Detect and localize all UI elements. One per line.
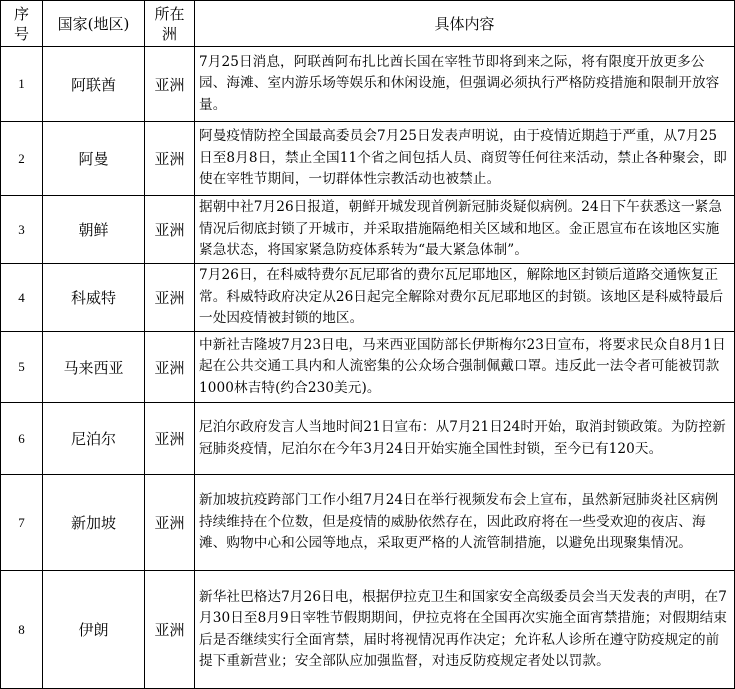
row-continent: 亚洲 <box>145 332 195 403</box>
row-content: 新华社巴格达7月26日电，根据伊拉克卫生和国家安全高级委员会当天发表的声明，在7月30日至8月9日宰牲节假期期间，伊拉克将在全国再次实施全面宵禁措施；对假期结束后是否继续实行全面宵禁，届时将视情况再作决定；允许私人诊所在遵守防疫规定的前提下重新营业；安全部队应加强监督，对违反防疫规定者处以罚款。 <box>195 571 735 689</box>
row-content: 尼泊尔政府发言人当地时间21日宣布：从7月21日24时开始，取消封锁政策。为防控新冠肺炎疫情，尼泊尔在今年3月24日开始实施全国性封锁，至今已有120天。 <box>195 403 735 475</box>
row-country: 阿联酋 <box>43 47 145 122</box>
row-continent: 亚洲 <box>145 47 195 122</box>
header-country-label: 国家(地区) <box>57 14 130 33</box>
row-content: 新加坡抗疫跨部门工作小组7月24日在举行视频发布会上宣布，虽然新冠肺炎社区病例持续维持在个位数，但是疫情的威胁依然存在，因此政府将在一些受欢迎的夜店、海滩、购物中心和公园等地点，采取更严格的人流管制措施，以避免出现聚集情况。 <box>195 475 735 571</box>
table-row <box>1 332 735 403</box>
row-country: 朝鲜 <box>43 196 145 264</box>
header-content: 具体内容 <box>195 1 735 47</box>
row-seq: 1 <box>1 47 43 122</box>
header-continent <box>145 1 195 47</box>
row-continent: 亚洲 <box>145 403 195 475</box>
header-seq <box>1 1 43 47</box>
row-country: 马来西亚 <box>43 332 145 403</box>
row-country: 科威特 <box>43 264 145 332</box>
row-seq: 8 <box>1 571 43 689</box>
header-seq-label: 序号 <box>13 4 29 43</box>
header-row <box>1 1 735 47</box>
row-continent: 亚洲 <box>145 475 195 571</box>
table-row <box>1 122 735 196</box>
table-row <box>1 475 735 571</box>
table-row <box>1 403 735 475</box>
row-country: 新加坡 <box>43 475 145 571</box>
row-content: 7月25日消息，阿联酋阿布扎比酋长国在宰牲节即将到来之际，将有限度开放更多公园、海滩、室内游乐场等娱乐和休闲设施，但强调必须执行严格防疫措施和限制开放容量。 <box>195 47 735 122</box>
table-row <box>1 264 735 332</box>
row-country: 伊朗 <box>43 571 145 689</box>
row-continent: 亚洲 <box>145 264 195 332</box>
row-seq: 5 <box>1 332 43 403</box>
row-continent: 亚洲 <box>145 122 195 196</box>
row-seq: 3 <box>1 196 43 264</box>
table-row <box>1 571 735 689</box>
header-continent-label: 所在洲 <box>154 4 185 43</box>
row-content: 7月26日，在科威特费尔瓦尼耶省的费尔瓦尼耶地区，解除地区封锁后道路交通恢复正常。科威特政府决定从26日起完全解除对费尔瓦尼耶地区的封锁。该地区是科威特最后一处因疫情被封锁的地区。 <box>195 264 735 332</box>
row-seq: 4 <box>1 264 43 332</box>
row-country: 阿曼 <box>43 122 145 196</box>
row-continent: 亚洲 <box>145 571 195 689</box>
table-row <box>1 47 735 122</box>
header-country <box>43 1 145 47</box>
row-seq: 7 <box>1 475 43 571</box>
row-continent: 亚洲 <box>145 196 195 264</box>
row-content: 阿曼疫情防控全国最高委员会7月25日发表声明说，由于疫情近期趋于严重，从7月25日至8月8日，禁止全国11个省之间包括人员、商贸等任何往来活动，禁止各种聚会，即使在宰牲节期间，一切群体性宗教活动也被禁止。 <box>195 122 735 196</box>
row-seq: 2 <box>1 122 43 196</box>
row-content: 据朝中社7月26日报道，朝鲜开城发现首例新冠肺炎疑似病例。24日下午获悉这一紧急情况后彻底封锁了开城市，并采取措施隔绝相关区域和地区。金正恩宣布在该地区实施紧急状态，将国家紧急防疫体系转为“最大紧急体制”。 <box>195 196 735 264</box>
row-content: 中新社吉隆坡7月23日电，马来西亚国防部长伊斯梅尔23日宣布，将要求民众自8月1日起在公共交通工具内和人流密集的公众场合强制佩戴口罩。违反此一法令者可能被罚款1000林吉特(约合230美元)。 <box>195 332 735 403</box>
row-country: 尼泊尔 <box>43 403 145 475</box>
row-seq: 6 <box>1 403 43 475</box>
table-row <box>1 196 735 264</box>
